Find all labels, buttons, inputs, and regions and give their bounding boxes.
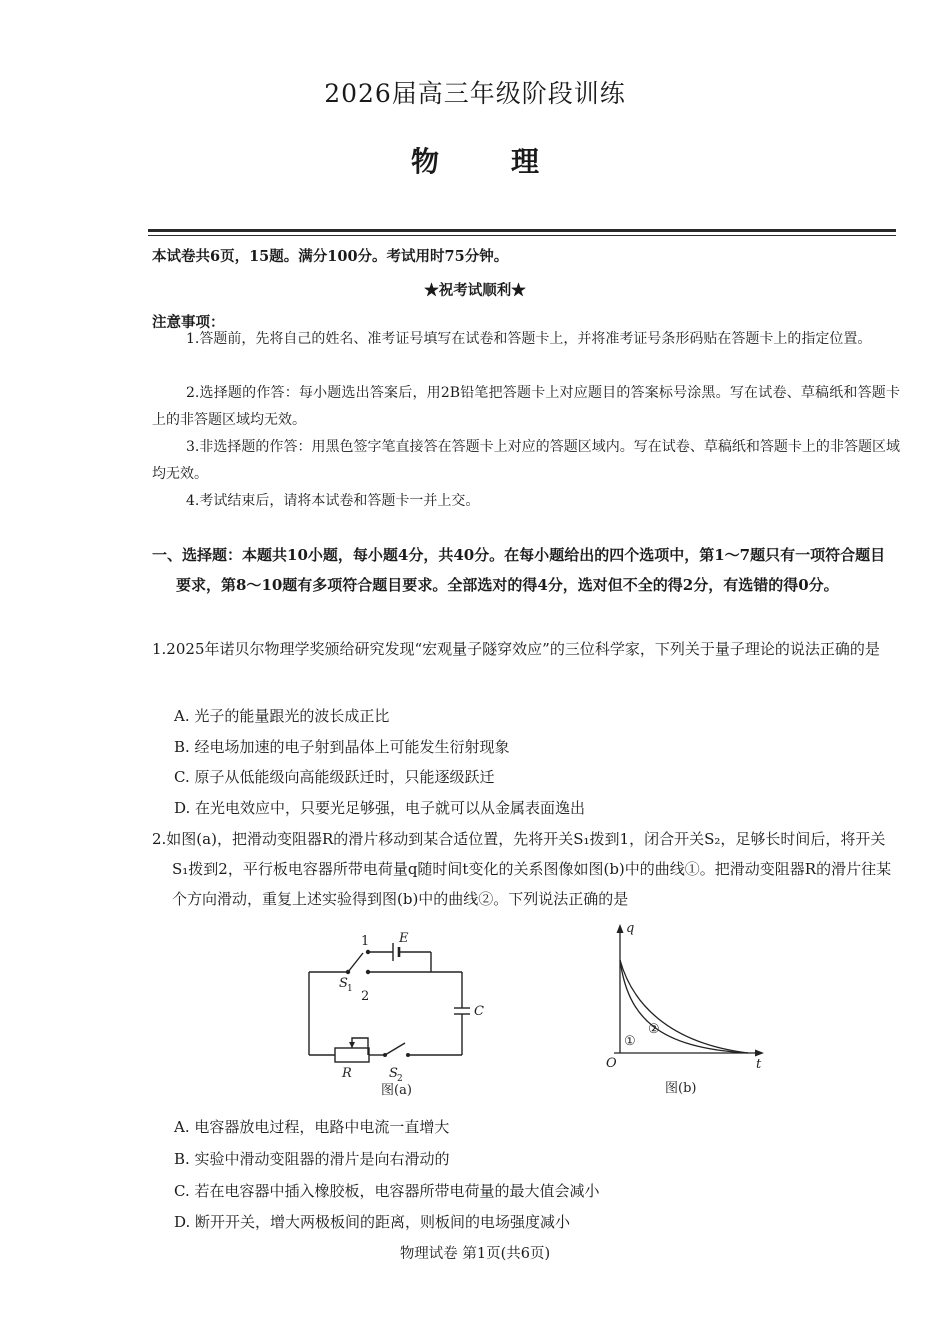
switch-s1-subscript: 1 bbox=[347, 984, 353, 994]
switch-position-2-label: 2 bbox=[361, 989, 370, 1004]
figure-b-caption: 图(b) bbox=[665, 1081, 697, 1096]
notice-item-3: 3.非选择题的作答：用黑色签字笔直接答在答题卡上对应的答题区域内。写在试卷、草稿纸和答题卡上的非答题区域均无效。 bbox=[152, 439, 900, 482]
question-1-option-d: D. 在光电效应中，只要光足够强，电子就可以从金属表面逸出 bbox=[174, 799, 586, 817]
exam-title: 2026届高三年级阶段训练 bbox=[324, 79, 626, 108]
circuit-diagram bbox=[290, 925, 520, 1100]
figure-a-caption: 图(a) bbox=[381, 1083, 412, 1098]
question-1-option-c: C. 原子从低能级向高能级跃迁时，只能逐级跃迁 bbox=[174, 768, 495, 786]
curve-2-label: ② bbox=[648, 1022, 660, 1037]
charge-time-graph bbox=[598, 918, 778, 1098]
question-2-option-a: A. 电容器放电过程，电路中电流一直增大 bbox=[174, 1118, 450, 1136]
notice-title: 注意事项： bbox=[152, 314, 225, 331]
t-axis-arrow-icon bbox=[755, 1050, 764, 1057]
question-2-option-d: D. 断开开关，增大两极板间的距离，则板间的电场强度减小 bbox=[174, 1213, 571, 1231]
subject-title bbox=[0, 140, 950, 180]
curve-1 bbox=[620, 960, 748, 1053]
question-1-option-b: B. 经电场加速的电子射到晶体上可能发生衍射现象 bbox=[174, 738, 510, 756]
switch-s1-label: S bbox=[339, 976, 348, 991]
exam-info: 本试卷共6页，15题。满分100分。考试用时75分钟。 bbox=[152, 248, 509, 265]
question-2-stem: 2.如图(a)，把滑动变阻器R的滑片移动到某合适位置，先将开关S₁拨到1，闭合开关S₂，足够长时间后，将开关S₁拨到2，平行板电容器所带电荷量q随时间t变化的关系图像如图(b)中的曲线①。把滑动变阻器R的滑片往某个方向滑动，重复上述实验得到图(b)中的曲线②。下列说法正确的是 bbox=[152, 830, 892, 908]
question-2-option-b: B. 实验中滑动变阻器的滑片是向右滑动的 bbox=[174, 1150, 450, 1168]
question-1-stem: 1.2025年诺贝尔物理学奖颁给研究发现“宏观量子隧穿效应”的三位科学家，下列关于量子理论的说法正确的是 bbox=[152, 640, 880, 658]
notice-item-2: 2.选择题的作答：每小题选出答案后，用2B铅笔把答题卡上对应题目的答案标号涂黑。写在试卷、草稿纸和答题卡上的非答题区域均无效。 bbox=[152, 385, 900, 428]
switch-position-1-label: 1 bbox=[361, 934, 370, 949]
header-rule-thin bbox=[148, 235, 896, 236]
good-luck-banner: ★祝考试顺利★ bbox=[424, 282, 526, 299]
resistor-label: R bbox=[342, 1066, 352, 1081]
curve-2 bbox=[620, 960, 748, 1053]
subject-char-2: 理 bbox=[511, 145, 540, 178]
notice-item-1: 1.答题前，先将自己的姓名、准考证号填写在试卷和答题卡上，并将准考证号条形码贴在答题卡上的指定位置。 bbox=[186, 331, 872, 347]
curve-1-label: ① bbox=[624, 1034, 636, 1049]
origin-label: O bbox=[606, 1056, 617, 1071]
switch-s2-subscript: 2 bbox=[397, 1074, 403, 1084]
q-axis-label: q bbox=[626, 921, 635, 936]
subject-char-1: 物 bbox=[410, 145, 439, 178]
header-rule bbox=[148, 229, 896, 232]
t-axis-label: t bbox=[756, 1057, 762, 1072]
section-heading: 一、选择题：本题共10小题，每小题4分，共40分。在每小题给出的四个选项中，第1～7题只有一项符合题目要求，第8～10题有多项符合题目要求。全部选对的得4分，选对但不全的得2分，有选错的得0分。 bbox=[152, 546, 886, 594]
q-axis-arrow-icon bbox=[617, 924, 624, 933]
question-1-option-a: A. 光子的能量跟光的波长成正比 bbox=[174, 707, 390, 725]
switch-s2-label: S bbox=[389, 1066, 398, 1081]
slider-arrow-icon bbox=[349, 1042, 355, 1048]
capacitor-label: C bbox=[474, 1004, 484, 1019]
battery-label: E bbox=[399, 931, 409, 946]
question-2-option-c: C. 若在电容器中插入橡胶板，电容器所带电荷量的最大值会减小 bbox=[174, 1182, 600, 1200]
notice-item-4: 4.考试结束后，请将本试卷和答题卡一并上交。 bbox=[186, 493, 480, 509]
page-footer: 物理试卷 第1页(共6页) bbox=[399, 1246, 551, 1262]
